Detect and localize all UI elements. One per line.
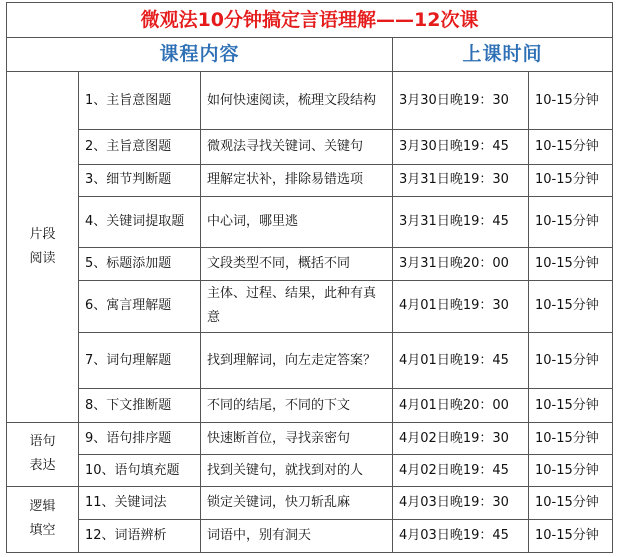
table-row: [7, 247, 613, 280]
schedule-body: [7, 3, 613, 553]
schedule-title: 微观法10分钟搞定言语理解——12次课: [7, 3, 613, 38]
lesson-duration: 10-15分钟: [529, 72, 613, 130]
title-row: [7, 3, 613, 38]
lesson-description: 不同的结尾，不同的下文: [201, 389, 393, 423]
category-label-line2: 填空: [29, 523, 56, 539]
lesson-duration: 10-15分钟: [529, 130, 613, 165]
lesson-time: 4月03日晚19：30: [393, 486, 529, 520]
lesson-description: 中心词，哪里逃: [201, 197, 393, 248]
table-row: [7, 280, 613, 333]
lesson-time: 3月31日晚20：00: [393, 247, 529, 280]
header-course-content: 课程内容: [7, 37, 393, 72]
lesson-topic: 10、语句填充题: [79, 455, 201, 487]
lesson-duration: 10-15分钟: [529, 280, 613, 333]
category-cell: [7, 422, 79, 486]
category-cell: [7, 486, 79, 552]
lesson-topic: 1、主旨意图题: [79, 72, 201, 130]
header-class-time: 上课时间: [393, 37, 613, 72]
lesson-description: 词语中，别有洞天: [201, 520, 393, 553]
lesson-time: 3月31日晚19：30: [393, 164, 529, 197]
lesson-topic: 2、主旨意图题: [79, 130, 201, 165]
lesson-topic: 12、词语辨析: [79, 520, 201, 553]
lesson-topic: 8、下文推断题: [79, 389, 201, 423]
table-row: [7, 422, 613, 455]
lesson-duration: 10-15分钟: [529, 247, 613, 280]
lesson-time: 4月02日晚19：30: [393, 422, 529, 455]
lesson-time: 3月30日晚19：45: [393, 130, 529, 165]
lesson-time: 3月30日晚19：30: [393, 72, 529, 130]
lesson-duration: 10-15分钟: [529, 197, 613, 248]
table-row: [7, 72, 613, 130]
category-label-line1: 逻辑: [29, 499, 56, 515]
lesson-duration: 10-15分钟: [529, 455, 613, 487]
lesson-time: 4月01日晚20：00: [393, 389, 529, 423]
lesson-description: 如何快速阅读，梳理文段结构: [201, 72, 393, 130]
lesson-description: 快速断首位，寻找亲密句: [201, 422, 393, 455]
category-label-line2: 表达: [29, 458, 56, 474]
table-row: [7, 197, 613, 248]
table-row: [7, 486, 613, 520]
category-label-line2: 阅读: [29, 250, 56, 266]
lesson-duration: 10-15分钟: [529, 422, 613, 455]
lesson-duration: 10-15分钟: [529, 486, 613, 520]
category-label-line1: 片段: [29, 226, 56, 242]
lesson-duration: 10-15分钟: [529, 389, 613, 423]
header-row: [7, 37, 613, 72]
course-schedule-table: [6, 2, 613, 553]
lesson-topic: 9、语句排序题: [79, 422, 201, 455]
lesson-duration: 10-15分钟: [529, 333, 613, 389]
lesson-time: 4月02日晚19：45: [393, 455, 529, 487]
lesson-description: 微观法寻找关键词、关键句: [201, 130, 393, 165]
lesson-description: 找到关键句，就找到对的人: [201, 455, 393, 487]
lesson-topic: 3、细节判断题: [79, 164, 201, 197]
lesson-description: 理解定状补，排除易错选项: [201, 164, 393, 197]
table-row: [7, 164, 613, 197]
category-label-line1: 语句: [29, 434, 56, 450]
lesson-duration: 10-15分钟: [529, 164, 613, 197]
lesson-description: 锁定关键词，快刀斩乱麻: [201, 486, 393, 520]
lesson-topic: 6、寓言理解题: [79, 280, 201, 333]
lesson-time: 3月31日晚19：45: [393, 197, 529, 248]
category-cell: [7, 72, 79, 423]
lesson-topic: 4、关键词提取题: [79, 197, 201, 248]
lesson-time: 4月01日晚19：30: [393, 280, 529, 333]
lesson-topic: 11、关键词法: [79, 486, 201, 520]
table-row: [7, 455, 613, 487]
table-row: [7, 389, 613, 423]
lesson-description: 文段类型不同，概括不同: [201, 247, 393, 280]
lesson-time: 4月03日晚19：45: [393, 520, 529, 553]
lesson-topic: 5、标题添加题: [79, 247, 201, 280]
table-row: [7, 130, 613, 165]
table-row: [7, 333, 613, 389]
table-row: [7, 520, 613, 553]
lesson-time: 4月01日晚19：45: [393, 333, 529, 389]
lesson-description: 主体、过程、结果，此种有真意: [201, 280, 393, 333]
lesson-duration: 10-15分钟: [529, 520, 613, 553]
lesson-topic: 7、词句理解题: [79, 333, 201, 389]
lesson-description: 找到理解词，向左走定答案？: [201, 333, 393, 389]
